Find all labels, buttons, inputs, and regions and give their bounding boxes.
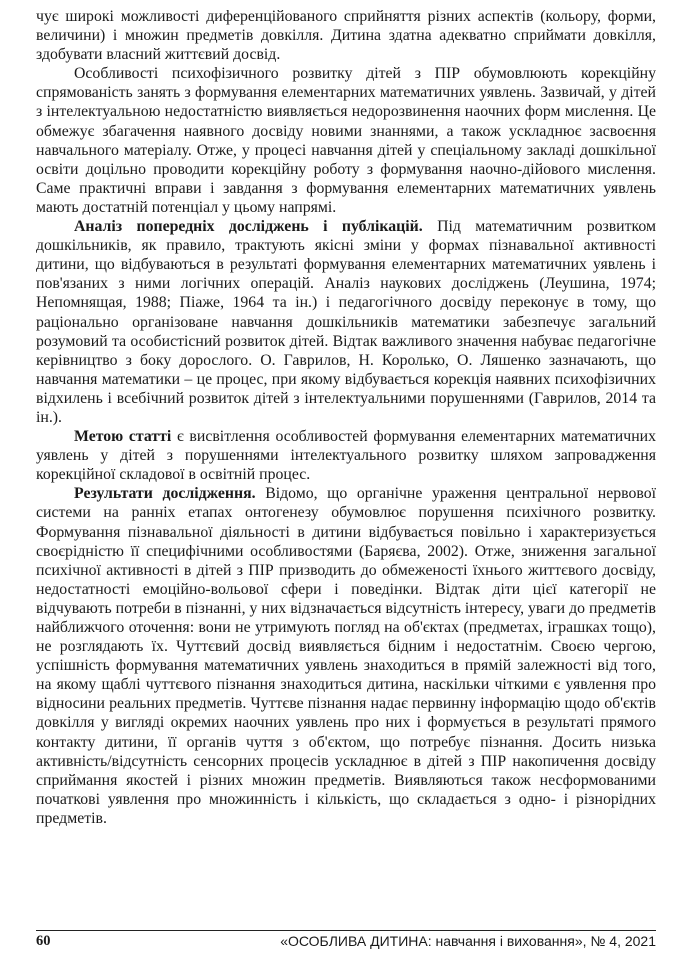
paragraph-psychophysical-features — [36, 64, 656, 217]
journal-title: «ОСОБЛИВА ДИТИНА: навчання і виховання», № 4, 2021 — [280, 933, 656, 949]
paragraph-text: чує широкі можливості диференційованого сприйняття різних аспектів (кольору, форми, величини) і множин предметів довкілля. Дитина здатна адекватно сприймати довкілля, здобувати власний життєвий досвід. — [36, 8, 656, 64]
paragraph-text: є висвітлення особливостей формування елементарних математичних уявлень у дітей з порушеннями інтелектуального розвитку шляхом запровадження корекційної складової в освітній процес. — [36, 428, 657, 484]
paragraph-text: Під математичним розвитком дошкільників, як правило, трактують якісні зміни у формах пізнавальної активності дитини, що відбуваються в результаті формування елементарних математичних уявлень і пов'язаних з ними логічних операцій. Аналіз наукових досліджень (Леушина, 1974; Непомнящая, 1988; Піаже, 1964 та ін.) і педагогічного досвіду переконує в тому, що раціонально організоване навчання дошкільників математики забезпечує загальний розумовий та особистісний розвиток дітей. Відтак важливого значення набуває педагогічне керівництво з боку дорослого. О. Гаврилов, Н. Королько, О. Ляшенко зазначають, що навчання математики – це процес, при якому відбувається корекція наявних психофізичних відхилень і всебічний розвиток дітей з інтелектуальними порушеннями (Гаврилов, 2014 та ін.). — [36, 218, 657, 426]
paragraph-literature-review — [36, 217, 656, 427]
paragraph-article-goal — [36, 427, 656, 484]
page-footer — [36, 930, 656, 950]
section-heading-research-results: Результати дослідження. — [74, 485, 256, 503]
section-heading-article-goal: Метою статті — [74, 428, 172, 446]
paragraph-continuation — [36, 7, 656, 64]
section-heading-literature-review: Аналіз попередніх досліджень і публікацій. — [74, 218, 423, 236]
paragraph-text: Особливості психофізичного розвитку дітей з ПІР обумовлюють корекційну спрямованість занять з формування елементарних математичних уявлень. Зазвичай, у дітей з інтелектуальною недостатністю виявляється недорозвинення наочних форм мислення. Це обмежує збагачення наявного досвіду новими знаннями, а також ускладнює засвоєння навчального матеріалу. Отже, у процесі навчання дітей у спеціальному закладі дошкільної освіти доцільно проводити корекційну роботу з формування наочно-дійового мислення. Саме практичні вправи і завдання з формування елементарних математичних уявлень мають достатній потенціал у цьому напрямі. — [36, 65, 656, 216]
paragraph-text: Відомо, що органічне ураження центральної нервової системи на ранніх етапах онтогенезу обумовлює порушення психічного розвитку. Формування пізнавальної діяльності в дитини відбувається повільно і характеризується своєрідністю її специфічними особливостями (Баряєва, 2002). Отже, зниження загальної психічної активності в дітей з ПІР призводить до обмеженості їхнього життєвого досвіду, недостатності емоційно-вольової сфери і поведінки. Відтак діти цієї категорії не відчувають потреби в пізнанні, у них відзначається відсутність інтересу, уваги до предметів найближчого оточення: вони не утримують погляд на об'єктах (предметах, іграшках тощо), не розглядають їх. Чуттєвий досвід виявляється бідним і недостатнім. Своєю чергою, успішність формування математичних уявлень знаходиться в прямій залежності від того, на якому щаблі чуттєвого пізнання знаходиться дитина, наскільки чіткими є уявлення про відносини реальних предметів. Чуттєве пізнання надає первинну інформацію щодо об'єктів довкілля у вигляді окремих наочних уявлень про них і формується в результаті прямого контакту дитини, її органів чуття з об'єктом, що потребує пізнання. Досить низька активність/відсутність сенсорних процесів ускладнює в дітей з ПІР накопичення досвіду сприймання якостей і різних множин предметів. Виявляються також несформованими початкові уявлення про множинність і кількість, що складається з одно- і різнорідних предметів. — [36, 485, 656, 827]
article-body — [36, 7, 656, 828]
footer-divider — [36, 930, 656, 931]
paragraph-research-results — [36, 484, 656, 828]
page-number: 60 — [36, 933, 51, 949]
